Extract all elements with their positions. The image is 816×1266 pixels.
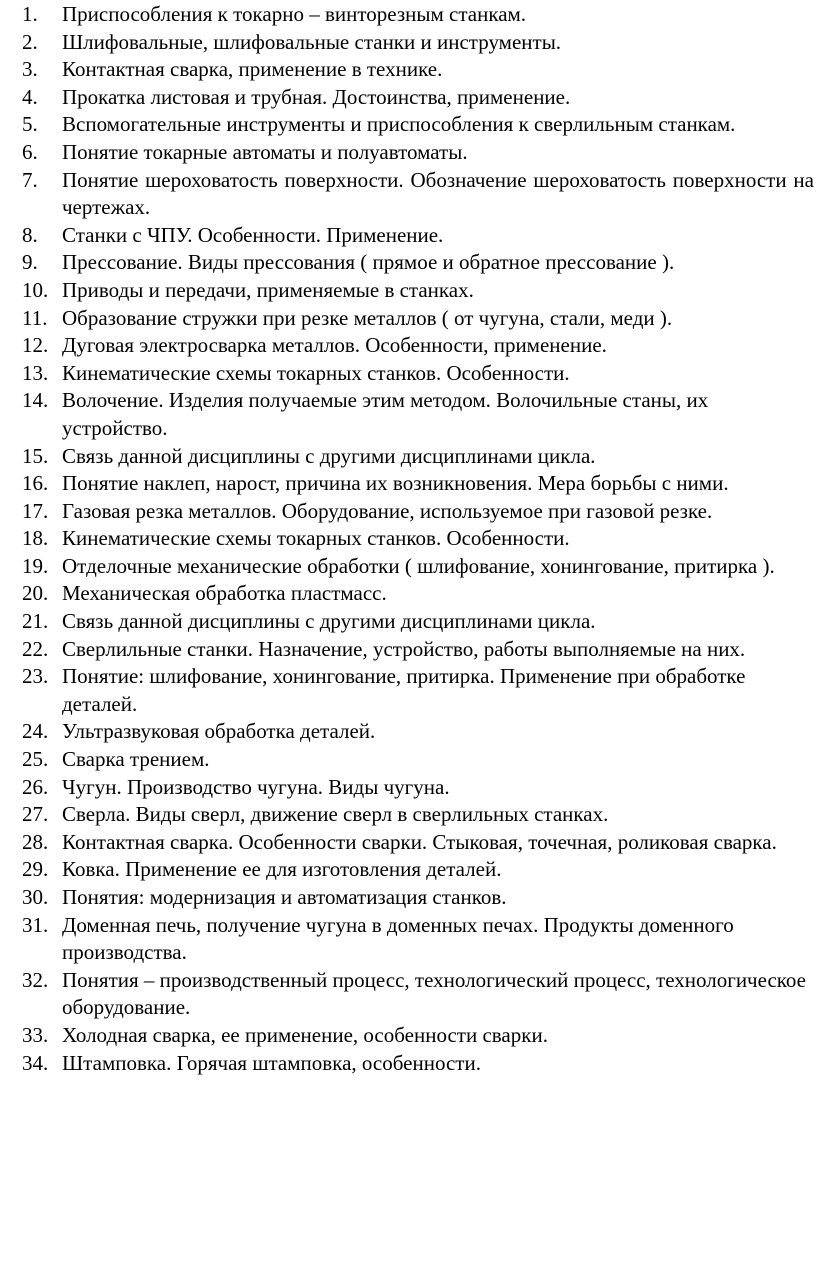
item-number: 24. [22, 719, 49, 744]
item-number: 23. [22, 664, 49, 689]
item-number: 4. [22, 84, 38, 109]
item-text: Связь данной дисциплины с другими дисциплинами цикла. [62, 443, 596, 468]
list-item [22, 498, 814, 526]
item-number: 12. [22, 333, 49, 358]
item-text: Контактная сварка. Особенности сварки. Стыковая, точечная, роликовая сварка. [62, 829, 777, 854]
list-item [22, 443, 814, 471]
list-item [22, 387, 814, 442]
item-number: 5. [22, 112, 38, 137]
item-text: Кинематические схемы токарных станков. Особенности. [62, 360, 570, 385]
item-number: 6. [22, 139, 38, 164]
list-item [22, 636, 814, 664]
list-item [22, 1050, 814, 1078]
item-text: Понятие шероховатость поверхности. Обозначение шероховатость поверхности на чертежах. [62, 167, 814, 220]
item-text: Связь данной дисциплины с другими дисциплинами цикла. [62, 609, 596, 634]
list-item [22, 470, 814, 498]
item-text: Понятие наклеп, нарост, причина их возникновения. Мера борьбы с ними. [62, 471, 729, 496]
item-number: 7. [22, 167, 38, 192]
list-item [22, 360, 814, 388]
item-text: Сварка трением. [62, 747, 210, 772]
item-number: 25. [22, 747, 49, 772]
item-text: Контактная сварка, применение в технике. [62, 57, 443, 82]
item-text: Отделочные механические обработки ( шлифование, хонингование, притирка ). [62, 553, 775, 578]
item-text: Прессование. Виды прессования ( прямое и обратное прессование ). [62, 250, 675, 275]
list-item [22, 967, 814, 1022]
item-number: 16. [22, 471, 49, 496]
item-number: 26. [22, 774, 49, 799]
item-number: 13. [22, 360, 49, 385]
list-item [22, 167, 814, 222]
item-text: Газовая резка металлов. Оборудование, используемое при газовой резке. [62, 498, 713, 523]
list-item [22, 884, 814, 912]
list-item [22, 829, 814, 857]
item-number: 28. [22, 829, 49, 854]
item-number: 34. [22, 1050, 49, 1075]
item-number: 18. [22, 526, 49, 551]
list-item [22, 1, 814, 29]
item-number: 8. [22, 222, 38, 247]
list-item [22, 332, 814, 360]
item-number: 21. [22, 609, 49, 634]
list-item [22, 663, 814, 718]
item-text: Образование стружки при резке металлов ( от чугуна, стали, меди ). [62, 305, 673, 330]
item-text: Чугун. Производство чугуна. Виды чугуна. [62, 774, 450, 799]
item-text: Понятия: модернизация и автоматизация станков. [62, 885, 507, 909]
list-item [22, 111, 814, 139]
item-number: 2. [22, 29, 38, 54]
list-item [22, 608, 814, 636]
item-text: Ковка. Применение ее для изготовления деталей. [62, 857, 502, 882]
item-text: Приводы и передачи, применяемые в станках. [62, 277, 474, 302]
item-number: 17. [22, 498, 49, 523]
item-text: Станки с ЧПУ. Особенности. Применение. [62, 222, 444, 247]
item-text: Сверлильные станки. Назначение, устройство, работы выполняемые на них. [62, 636, 746, 661]
item-number: 3. [22, 57, 38, 82]
item-number: 27. [22, 802, 49, 827]
question-list [22, 1, 814, 1077]
item-text: Волочение. Изделия получаемые этим методом. Волочильные станы, их устройство. [62, 388, 709, 440]
item-number: 14. [22, 388, 49, 413]
item-text: Понятия – производственный процесс, технологический процесс, технологическое оборудование. [62, 967, 806, 1020]
list-item [22, 277, 814, 305]
list-item [22, 249, 814, 277]
item-text: Дуговая электросварка металлов. Особенности, применение. [62, 333, 607, 358]
item-text: Шлифовальные, шлифовальные станки и инструменты. [62, 29, 562, 54]
item-number: 29. [22, 857, 49, 882]
item-text: Понятие: шлифование, хонингование, притирка. Применение при обработке деталей. [62, 664, 746, 716]
list-item [22, 29, 814, 57]
item-text: Понятие токарные автоматы и полуавтоматы. [62, 139, 468, 164]
list-item [22, 222, 814, 250]
list-item [22, 84, 814, 112]
list-item [22, 746, 814, 774]
list-item [22, 1022, 814, 1050]
list-item [22, 56, 814, 84]
item-text: Штамповка. Горячая штамповка, особенности. [62, 1050, 481, 1075]
item-number: 1. [22, 2, 38, 26]
item-number: 32. [22, 967, 49, 992]
list-item [22, 774, 814, 802]
item-number: 31. [22, 912, 49, 937]
item-text: Холодная сварка, ее применение, особенности сварки. [62, 1022, 548, 1047]
list-item [22, 856, 814, 884]
list-item [22, 525, 814, 553]
list-item [22, 553, 814, 581]
list-item [22, 305, 814, 333]
item-text: Прокатка листовая и трубная. Достоинства, применение. [62, 84, 571, 109]
item-number: 20. [22, 581, 49, 606]
list-item [22, 718, 814, 746]
item-number: 10. [22, 277, 49, 302]
item-text: Доменная печь, получение чугуна в доменных печах. Продукты доменного производства. [62, 912, 734, 965]
item-text: Сверла. Виды сверл, движение сверл в сверлильных станках. [62, 802, 609, 827]
item-text: Приспособления к токарно – винторезным станкам. [62, 2, 527, 26]
item-number: 33. [22, 1022, 49, 1047]
item-text: Механическая обработка пластмасс. [62, 581, 387, 606]
list-item [22, 139, 814, 167]
item-text: Ультразвуковая обработка деталей. [62, 719, 376, 744]
item-number: 15. [22, 443, 49, 468]
item-number: 30. [22, 885, 49, 909]
list-item [22, 580, 814, 608]
item-number: 11. [22, 305, 48, 330]
item-text: Кинематические схемы токарных станков. Особенности. [62, 526, 570, 551]
list-item [22, 801, 814, 829]
list-item [22, 912, 814, 967]
item-number: 9. [22, 250, 38, 275]
item-number: 19. [22, 553, 49, 578]
item-number: 22. [22, 636, 49, 661]
item-text: Вспомогательные инструменты и приспособления к сверлильным станкам. [62, 112, 736, 137]
